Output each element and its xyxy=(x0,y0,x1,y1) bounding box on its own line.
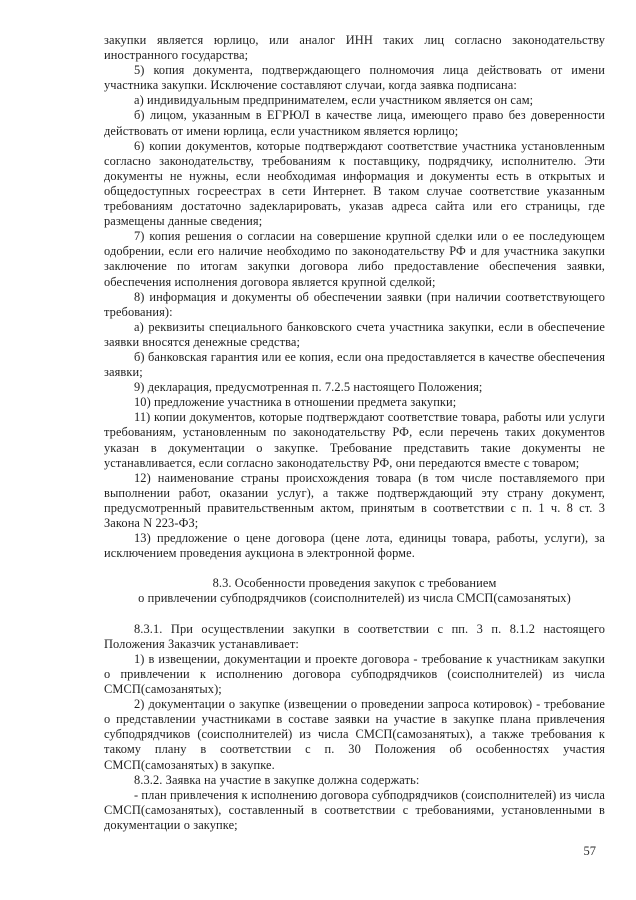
paragraph: 10) предложение участника в отношении предмета закупки; xyxy=(134,395,457,410)
section-heading-line1: 8.3. Особенности проведения закупок с требованием xyxy=(212,576,497,591)
paragraph: закупки является юрлицо, или аналог ИНН таких лиц согласно законодательству иностранного государства; xyxy=(104,33,605,63)
page-number: 57 xyxy=(583,844,596,858)
paragraph: а) реквизиты специального банковского счета участника закупки, если в обеспечение заявки вносятся денежные средства; xyxy=(104,319,605,349)
paragraph: 1) в извещении, документации и проекте договора - требование к участникам закупки о привлечении к исполнению договора субподрядчиков (соисполнителей) из числа СМСП(самозанятых); xyxy=(104,651,605,697)
paragraph: 9) декларация, предусмотренная п. 7.2.5 настоящего Положения; xyxy=(134,380,483,395)
paragraph: 6) копии документов, которые подтверждают соответствие участника установленным согласно законодательству, требованиям к поставщику, подрядчику, исполнителю. Эти документы не нужны, если необходимая информация и документы есть в открытых и общедоступных госреестрах в сети Интернет. В таком случае соответствие указанным требованиям достаточно задекларировать, указав адреса сайта или его страницы, где размещены данные сведения; xyxy=(104,138,605,229)
paragraph: 13) предложение о цене договора (цене лота, единицы товара, работы, услуги), за исключением проведения аукциона в электронной форме. xyxy=(104,531,605,561)
paragraph: а) индивидуальным предпринимателем, если участником является он сам; xyxy=(134,93,534,108)
paragraph: 8) информация и документы об обеспечении заявки (при наличии соответствующего требования): xyxy=(104,289,605,319)
section-heading xyxy=(104,576,605,606)
paragraph: 12) наименование страны происхождения товара (в том числе поставляемого при выполнении работ, оказании услуг), а также подтверждающий эту страну документ, предусмотренный правительственным актом, принятым в соответствии с п. 1 ч. 8 ст. 3 Закона N 223-ФЗ; xyxy=(104,470,605,530)
paragraph: 7) копия решения о согласии на совершение крупной сделки или о ее последующем одобрении, если его наличие необходимо по законодательству РФ и для участника закупки заключение по итогам закупки договора либо предоставление обеспечения заявки, обеспечения исполнения договора является крупной сделкой; xyxy=(104,229,605,289)
paragraph: - план привлечения к исполнению договора субподрядчиков (соисполнителей) из числа СМСП(самозанятых), составленный в соответствии с требованиями, установленными в документации о закупке; xyxy=(104,787,605,832)
paragraph: 8.3.2. Заявка на участие в закупке должна содержать: xyxy=(134,772,420,787)
paragraph: 11) копии документов, которые подтверждают соответствие товара, работы или услуги требованиям, установленным по законодательству РФ, если перечень таких документов указан в документации о закупке. Требование представить такие документы не устанавливается, если согласно законодательству РФ, они передаются вместе с товаром; xyxy=(104,410,605,470)
paragraph: 2) документации о закупке (извещении о проведении запроса котировок) - требование о представлении участниками в составе заявки на участие в закупке плана привлечения субподрядчиков (соисполнителей) из числа СМСП(самозанятых), а также требования к такому плану в соответствии с п. 30 Положения об особенностях участия СМСП(самозанятых) в закупке. xyxy=(104,697,605,772)
section-heading-line2: о привлечении субподрядчиков (соисполнителей) из числа СМСП(самозанятых) xyxy=(138,591,571,606)
paragraph: 8.3.1. При осуществлении закупки в соответствии с пп. 3 п. 8.1.2 настоящего Положения Заказчик устанавливает: xyxy=(104,621,605,651)
paragraph: б) банковская гарантия или ее копия, если она предоставляется в качестве обеспечения заявки; xyxy=(104,349,605,380)
paragraph: 5) копия документа, подтверждающего полномочия лица действовать от имени участника закупки. Исключение составляют случаи, когда заявка подписана: xyxy=(104,63,605,93)
paragraph: б) лицом, указанным в ЕГРЮЛ в качестве лица, имеющего право без доверенности действовать от имени юрлица, если участником является юрлицо; xyxy=(104,108,605,138)
document-text-block xyxy=(104,33,605,833)
